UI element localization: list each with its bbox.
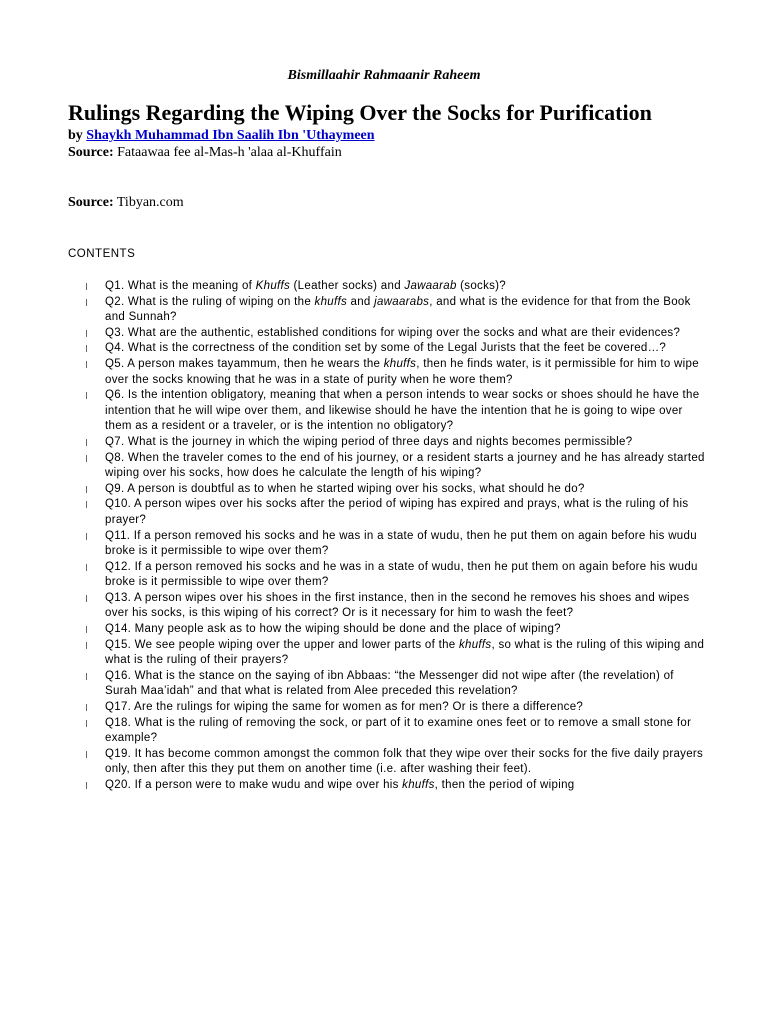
italic-term: khuffs bbox=[314, 295, 348, 308]
italic-term: khuffs bbox=[383, 357, 417, 370]
bullet-icon bbox=[86, 704, 87, 711]
author-link[interactable]: Shaykh Muhammad Ibn Saalih Ibn 'Uthaymeen bbox=[86, 128, 375, 143]
source-label-1: Source: bbox=[68, 145, 114, 160]
bullet-icon bbox=[86, 283, 87, 290]
question-item: Q18. What is the ruling of removing the sock, or part of it to examine ones feet or to remove a small stone for example? bbox=[86, 716, 706, 747]
bullet-icon bbox=[86, 455, 87, 462]
bullet-icon bbox=[86, 361, 87, 368]
question-list bbox=[86, 279, 706, 794]
italic-term: jawaarabs bbox=[374, 295, 430, 308]
question-item: Q3. What are the authentic, established conditions for wiping over the socks and what are their evidences? bbox=[86, 326, 706, 342]
question-item: Q2. What is the ruling of wiping on the khuffs and jawaarabs, and what is the evidence for that from the Book and Sunnah? bbox=[86, 295, 706, 326]
by-label: by bbox=[68, 128, 83, 143]
document-title: Rulings Regarding the Wiping Over the Socks for Purification bbox=[68, 100, 652, 125]
bullet-icon bbox=[86, 564, 87, 571]
bullet-icon bbox=[86, 782, 87, 789]
question-item: Q14. Many people ask as to how the wiping should be done and the place of wiping? bbox=[86, 622, 706, 638]
bullet-icon bbox=[86, 299, 87, 306]
source-text-2: Tibyan.com bbox=[116, 195, 184, 210]
question-item: Q20. If a person were to make wudu and wipe over his khuffs, then the period of wiping bbox=[86, 778, 706, 794]
source-label-2: Source: bbox=[68, 195, 114, 210]
bullet-icon bbox=[86, 642, 87, 649]
bullet-icon bbox=[86, 626, 87, 633]
question-item: Q4. What is the correctness of the condition set by some of the Legal Jurists that the feet be covered…? bbox=[86, 341, 706, 357]
question-item: Q15. We see people wiping over the upper and lower parts of the khuffs, so what is the ruling of this wiping and what is the ruling of their prayers? bbox=[86, 638, 706, 669]
question-item: Q17. Are the rulings for wiping the same for women as for men? Or is there a difference? bbox=[86, 700, 706, 716]
bullet-icon bbox=[86, 439, 87, 446]
question-item: Q6. Is the intention obligatory, meaning that when a person intends to wear socks or shoes should he have the intention that he will wipe over them, and likewise should he have the intention that he is going to wipe over them as a resident or a traveler, or is the intention no obligatory? bbox=[86, 388, 706, 435]
bullet-icon bbox=[86, 345, 87, 352]
question-item: Q5. A person makes tayammum, then he wears the khuffs, then he finds water, is it permissible for him to wipe over the socks knowing that he was in a state of purity when he wore them? bbox=[86, 357, 706, 388]
italic-term: Khuffs bbox=[255, 280, 291, 292]
question-item: Q10. A person wipes over his socks after the period of wiping has expired and prays, what is the ruling of his prayer? bbox=[86, 497, 706, 528]
bullet-icon bbox=[86, 595, 87, 602]
bullet-icon bbox=[86, 486, 87, 493]
italic-term: khuffs bbox=[402, 779, 435, 791]
bullet-icon bbox=[86, 673, 87, 680]
question-item: Q11. If a person removed his socks and he was in a state of wudu, then he put them on again before his wudu broke is it permissible to wipe over them? bbox=[86, 529, 706, 560]
question-item: Q7. What is the journey in which the wiping period of three days and nights becomes permissible? bbox=[86, 435, 706, 451]
bullet-icon bbox=[86, 330, 87, 337]
question-item: Q16. What is the stance on the saying of ibn Abbaas: “the Messenger did not wipe after (the revelation) of Surah Maa’idah” and that what is related from Alee preceded this revelation? bbox=[86, 669, 706, 700]
source-line-2 bbox=[68, 195, 184, 211]
bismillah-heading: Bismillaahir Rahmaanir Raheem bbox=[287, 68, 481, 83]
bullet-icon bbox=[86, 392, 87, 399]
question-item: Q1. What is the meaning of Khuffs (Leather socks) and Jawaarab (socks)? bbox=[86, 279, 706, 295]
question-item: Q9. A person is doubtful as to when he started wiping over his socks, what should he do? bbox=[86, 482, 706, 498]
bullet-icon bbox=[86, 533, 87, 540]
question-item: Q13. A person wipes over his shoes in the first instance, then in the second he removes his shoes and wipes over his socks, is this wiping of his correct? Or is it necessary for him to wash the feet? bbox=[86, 591, 706, 622]
source-line-1 bbox=[68, 145, 342, 161]
question-item: Q8. When the traveler comes to the end of his journey, or a resident starts a journey and he has already started wiping over his socks, how does he calculate the length of his wiping? bbox=[86, 451, 706, 482]
bullet-icon bbox=[86, 720, 87, 727]
question-item: Q19. It has become common amongst the common folk that they wipe over their socks for the five daily prayers only, then after this they put them on another time (i.e. after washing their feet). bbox=[86, 747, 706, 778]
contents-heading: CONTENTS bbox=[68, 248, 136, 260]
italic-term: Jawaarab bbox=[404, 280, 457, 292]
bullet-icon bbox=[86, 751, 87, 758]
question-item: Q12. If a person removed his socks and he was in a state of wudu, then he put them on again before his wudu broke is it permissible to wipe over them? bbox=[86, 560, 706, 591]
italic-term: khuffs bbox=[458, 638, 492, 651]
bullet-icon bbox=[86, 501, 87, 508]
byline bbox=[68, 128, 375, 144]
source-text-1: Fataawaa fee al-Mas-h 'alaa al-Khuffain bbox=[117, 145, 342, 160]
